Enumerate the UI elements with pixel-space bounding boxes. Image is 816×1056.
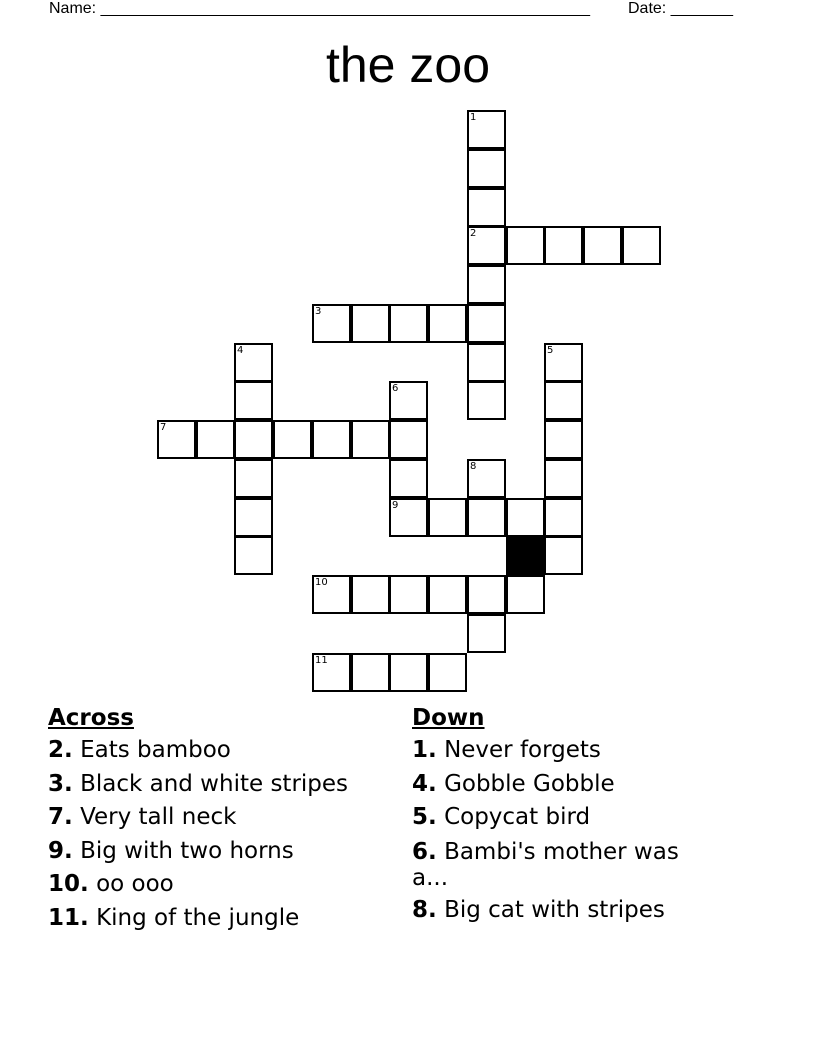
grid-cell[interactable] [273, 420, 312, 459]
grid-cell[interactable] [467, 498, 506, 537]
grid-cell[interactable] [467, 343, 506, 382]
grid-cell[interactable] [312, 653, 351, 692]
clue-number: 10. [48, 871, 89, 897]
grid-cell[interactable] [351, 304, 390, 343]
grid-cell[interactable] [467, 226, 506, 265]
grid-cell[interactable] [467, 265, 506, 304]
grid-cell[interactable] [467, 614, 506, 653]
cell-number: 6 [392, 383, 399, 394]
clue-number: 9. [48, 837, 73, 864]
grid-cell[interactable] [544, 459, 583, 498]
clue-text: Big with two horns [80, 837, 294, 864]
down-heading: Down [412, 705, 485, 731]
cell-number: 5 [547, 345, 554, 356]
grid-cell[interactable] [312, 304, 351, 343]
grid-cell[interactable] [389, 381, 428, 420]
clue-number: 5. [412, 804, 437, 830]
grid-cell[interactable] [544, 498, 583, 537]
puzzle-title: the zoo [325, 37, 490, 93]
clue-text: Copycat bird [444, 804, 591, 830]
grid-cell[interactable] [234, 381, 273, 420]
grid-cell[interactable] [506, 575, 545, 614]
clue-text: King of the jungle [96, 904, 300, 931]
grid-cell[interactable] [544, 536, 583, 575]
grid-cell[interactable] [234, 420, 273, 459]
cell-number: 8 [470, 461, 477, 472]
grid-cell[interactable] [389, 304, 428, 343]
clue-text: Very tall neck [80, 804, 237, 830]
grid-cell[interactable] [583, 226, 622, 265]
grid-cell[interactable] [389, 498, 428, 537]
grid-cell[interactable] [622, 226, 661, 265]
cell-number: 1 [470, 112, 477, 123]
grid-cell[interactable] [467, 381, 506, 420]
cell-number: 4 [237, 345, 244, 356]
grid-cell[interactable] [389, 459, 428, 498]
clue-down-6 [412, 835, 702, 894]
grid-cell[interactable] [467, 149, 506, 188]
grid-cell[interactable] [467, 188, 506, 227]
grid-cell[interactable] [234, 536, 273, 575]
grid-cell[interactable] [544, 226, 583, 265]
grid-cell[interactable] [312, 420, 351, 459]
clue-list [412, 734, 752, 927]
clue-text: Big cat with stripes [444, 896, 665, 923]
grid-cell[interactable] [234, 498, 273, 537]
cell-number: 9 [392, 500, 399, 511]
cell-number: 2 [470, 228, 477, 239]
clue-text: oo ooo [96, 871, 174, 897]
clue-number: 2. [48, 737, 73, 763]
grid-cell[interactable] [428, 304, 467, 343]
clue-number: 7. [48, 804, 73, 830]
grid-cell[interactable] [351, 420, 390, 459]
clue-across-7 [48, 801, 388, 835]
grid-cell[interactable] [351, 653, 390, 692]
clue-text: Never forgets [444, 737, 601, 763]
clue-text: Bambi's mother was a... [412, 838, 679, 891]
clue-down-4 [412, 768, 752, 802]
grid-cell[interactable] [389, 653, 428, 692]
across-heading: Across [48, 705, 134, 731]
grid-cell[interactable] [467, 459, 506, 498]
clue-number: 4. [412, 770, 437, 797]
cell-number: 7 [160, 422, 167, 433]
clue-down-1 [412, 734, 752, 768]
clue-number: 3. [48, 770, 73, 797]
grid-cell[interactable] [234, 459, 273, 498]
across-clues [48, 703, 388, 935]
date-field-label: Date: _______ [628, 0, 733, 17]
grid-cell[interactable] [506, 498, 545, 537]
clue-across-11 [48, 902, 388, 936]
grid-cell[interactable] [196, 420, 235, 459]
clue-down-5 [412, 801, 752, 835]
grid-cell[interactable] [506, 226, 545, 265]
cell-number: 10 [315, 577, 328, 588]
grid-block [506, 536, 545, 575]
grid-cell[interactable] [544, 343, 583, 382]
grid-cell[interactable] [467, 110, 506, 149]
cell-number: 3 [315, 306, 322, 317]
grid-cell[interactable] [234, 343, 273, 382]
name-field-label: Name: _______________________________________________________ [49, 0, 590, 17]
grid-cell[interactable] [428, 498, 467, 537]
grid-cell[interactable] [467, 304, 506, 343]
clue-text: Gobble Gobble [444, 770, 615, 797]
grid-cell[interactable] [467, 575, 506, 614]
clue-across-9 [48, 835, 388, 869]
grid-cell[interactable] [428, 653, 467, 692]
grid-cell[interactable] [312, 575, 351, 614]
grid-cell[interactable] [544, 381, 583, 420]
grid-cell[interactable] [544, 420, 583, 459]
clue-across-3 [48, 768, 388, 802]
down-clues [412, 703, 752, 927]
grid-cell[interactable] [428, 575, 467, 614]
clue-text: Black and white stripes [80, 770, 349, 797]
clue-list [48, 734, 388, 935]
clue-down-8 [412, 894, 752, 928]
clue-number: 6. [412, 838, 437, 865]
cell-number: 11 [315, 655, 328, 666]
grid-cell[interactable] [389, 420, 428, 459]
clue-text: Eats bamboo [80, 737, 231, 763]
clue-across-10 [48, 868, 388, 902]
clue-number: 1. [412, 737, 437, 763]
clue-number: 11. [48, 904, 89, 931]
grid-cell[interactable] [157, 420, 196, 459]
grid-cell[interactable] [389, 575, 428, 614]
grid-cell[interactable] [351, 575, 390, 614]
clue-number: 8. [412, 896, 437, 923]
clue-across-2 [48, 734, 388, 768]
